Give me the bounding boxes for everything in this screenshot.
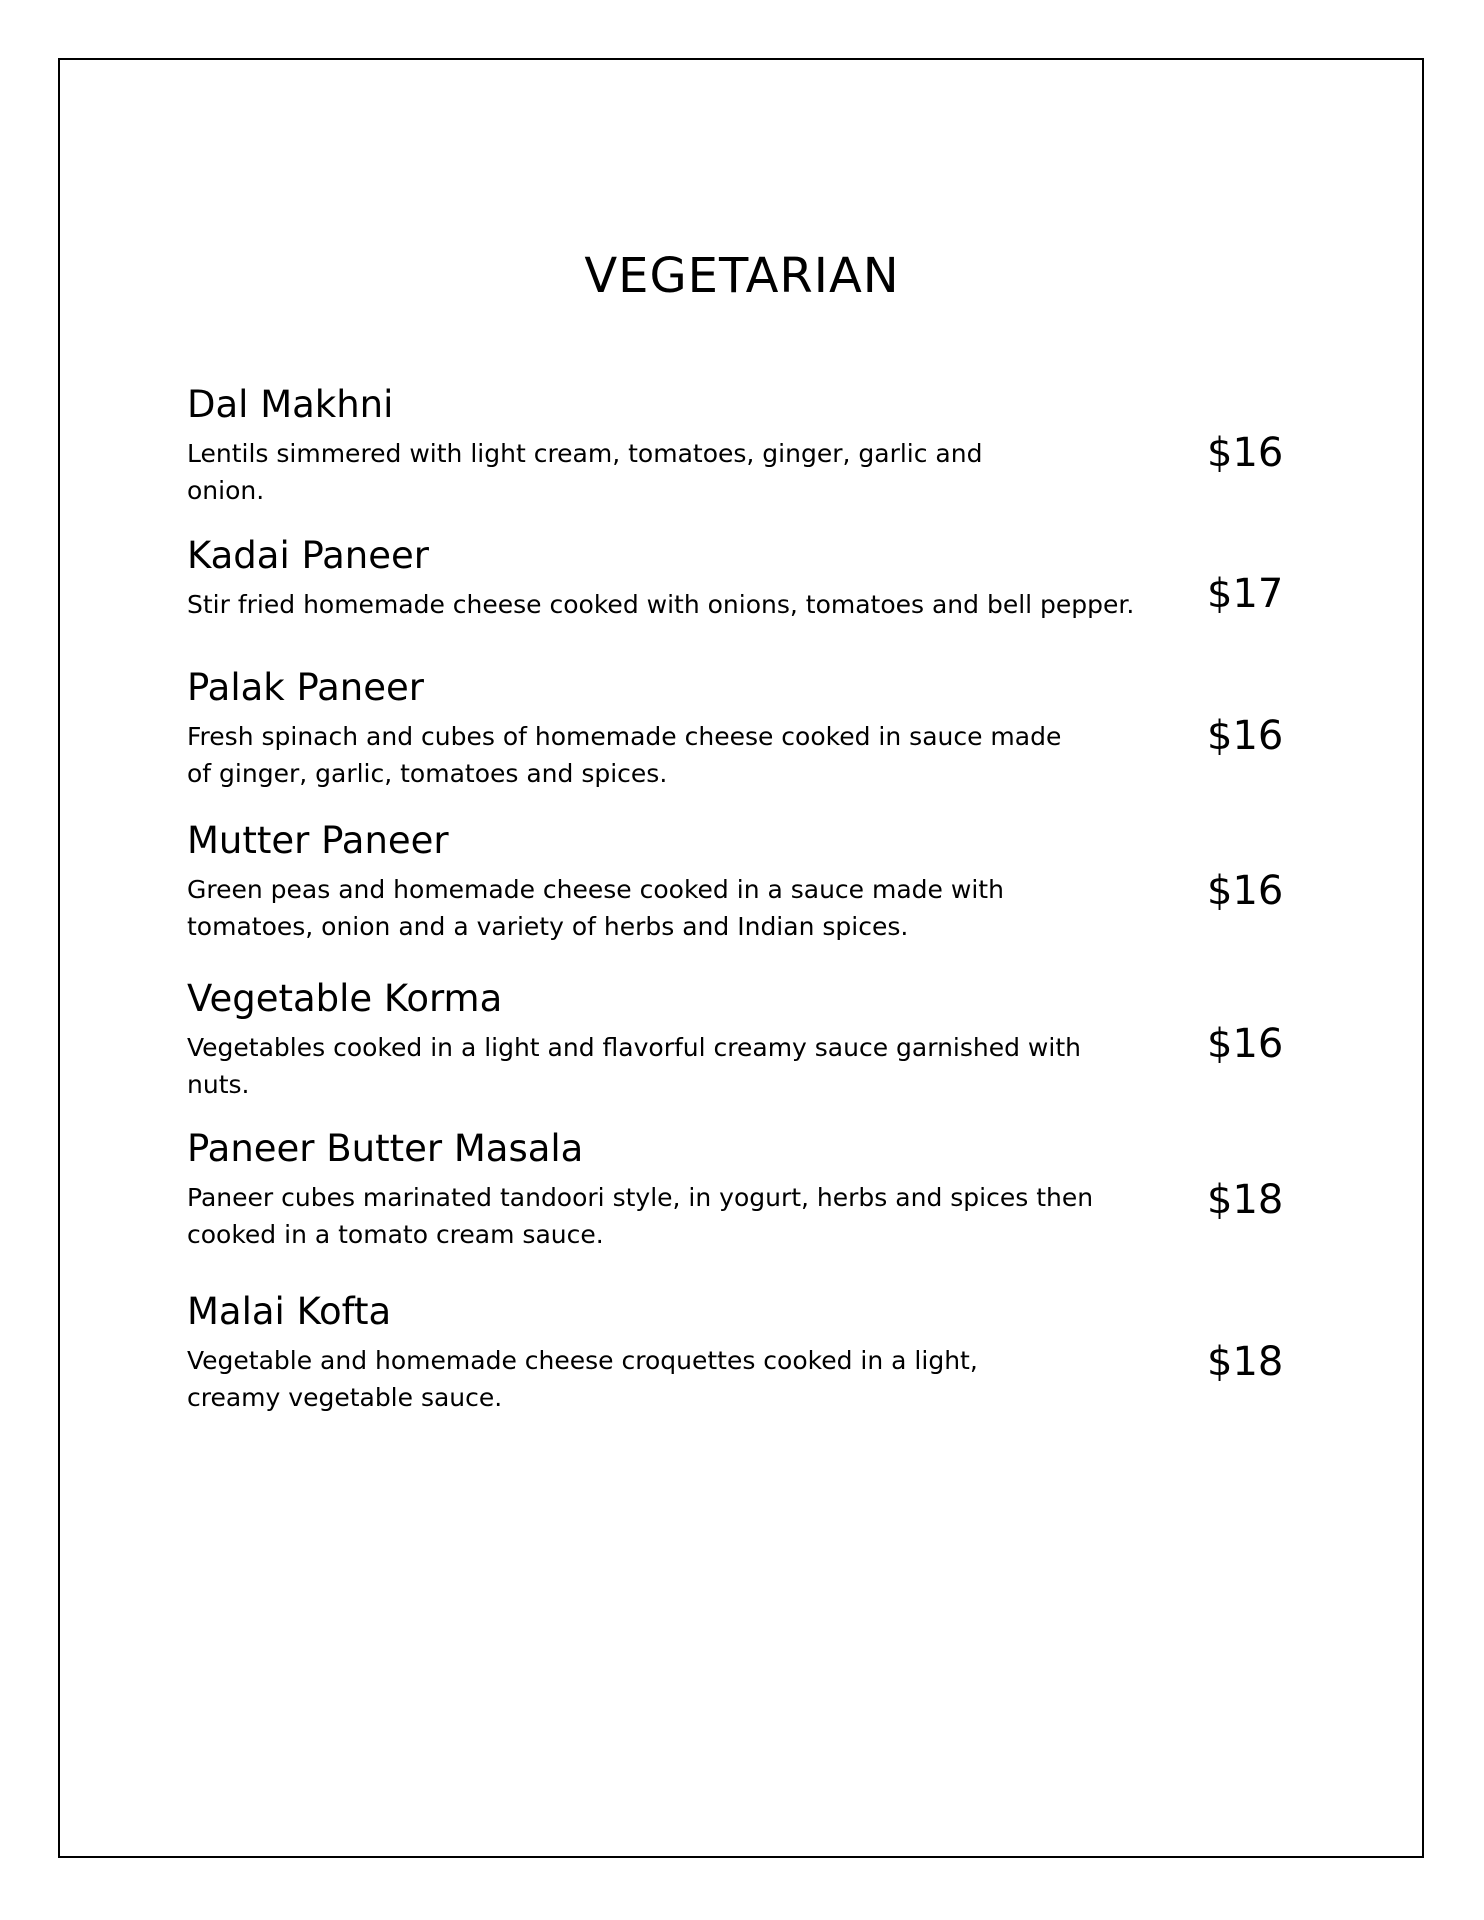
item-name: Vegetable Korma [187,977,503,1020]
item-name: Dal Makhni [187,383,394,426]
section-title: VEGETARIAN [584,248,900,304]
item-price: $18 [1207,1177,1284,1223]
item-price: $18 [1207,1339,1284,1385]
item-name: Kadai Paneer [187,534,429,577]
item-description: Lentils simmered with light cream, tomatoes, ginger, garlic and onion. [187,439,983,505]
item-description: Green peas and homemade cheese cooked in a sauce made with tomatoes, onion and a variety of herbs and Indian spices. [187,875,1004,941]
item-description: Fresh spinach and cubes of homemade cheese cooked in sauce made of ginger, garlic, tomatoes and spices. [187,722,1062,788]
item-description: Vegetable and homemade cheese croquettes cooked in a light, creamy vegetable sauce. [187,1346,978,1412]
menu-item-palak-paneer [187,666,1287,792]
item-price: $16 [1207,430,1284,476]
menu-item-paneer-butter-masala [187,1127,1287,1253]
menu-item-malai-kofta [187,1290,1287,1416]
item-description: Stir fried homemade cheese cooked with onions, tomatoes and bell pepper. [187,590,1135,619]
menu-item-kadai-paneer [187,534,1287,623]
item-description: Vegetables cooked in a light and flavorful creamy sauce garnished with nuts. [187,1033,1081,1099]
item-price: $17 [1207,571,1284,617]
item-price: $16 [1207,868,1284,914]
page-border [58,58,1424,1858]
item-name: Palak Paneer [187,666,424,709]
item-price: $16 [1207,1021,1284,1067]
item-name: Paneer Butter Masala [187,1127,584,1170]
menu-item-vegetable-korma [187,977,1287,1103]
item-price: $16 [1207,713,1284,759]
item-name: Mutter Paneer [187,819,449,862]
menu-item-mutter-paneer [187,819,1287,945]
menu-item-dal-makhni [187,383,1287,509]
item-name: Malai Kofta [187,1290,392,1333]
item-description: Paneer cubes marinated tandoori style, in yogurt, herbs and spices then cooked in a tomato cream sauce. [187,1183,1094,1249]
